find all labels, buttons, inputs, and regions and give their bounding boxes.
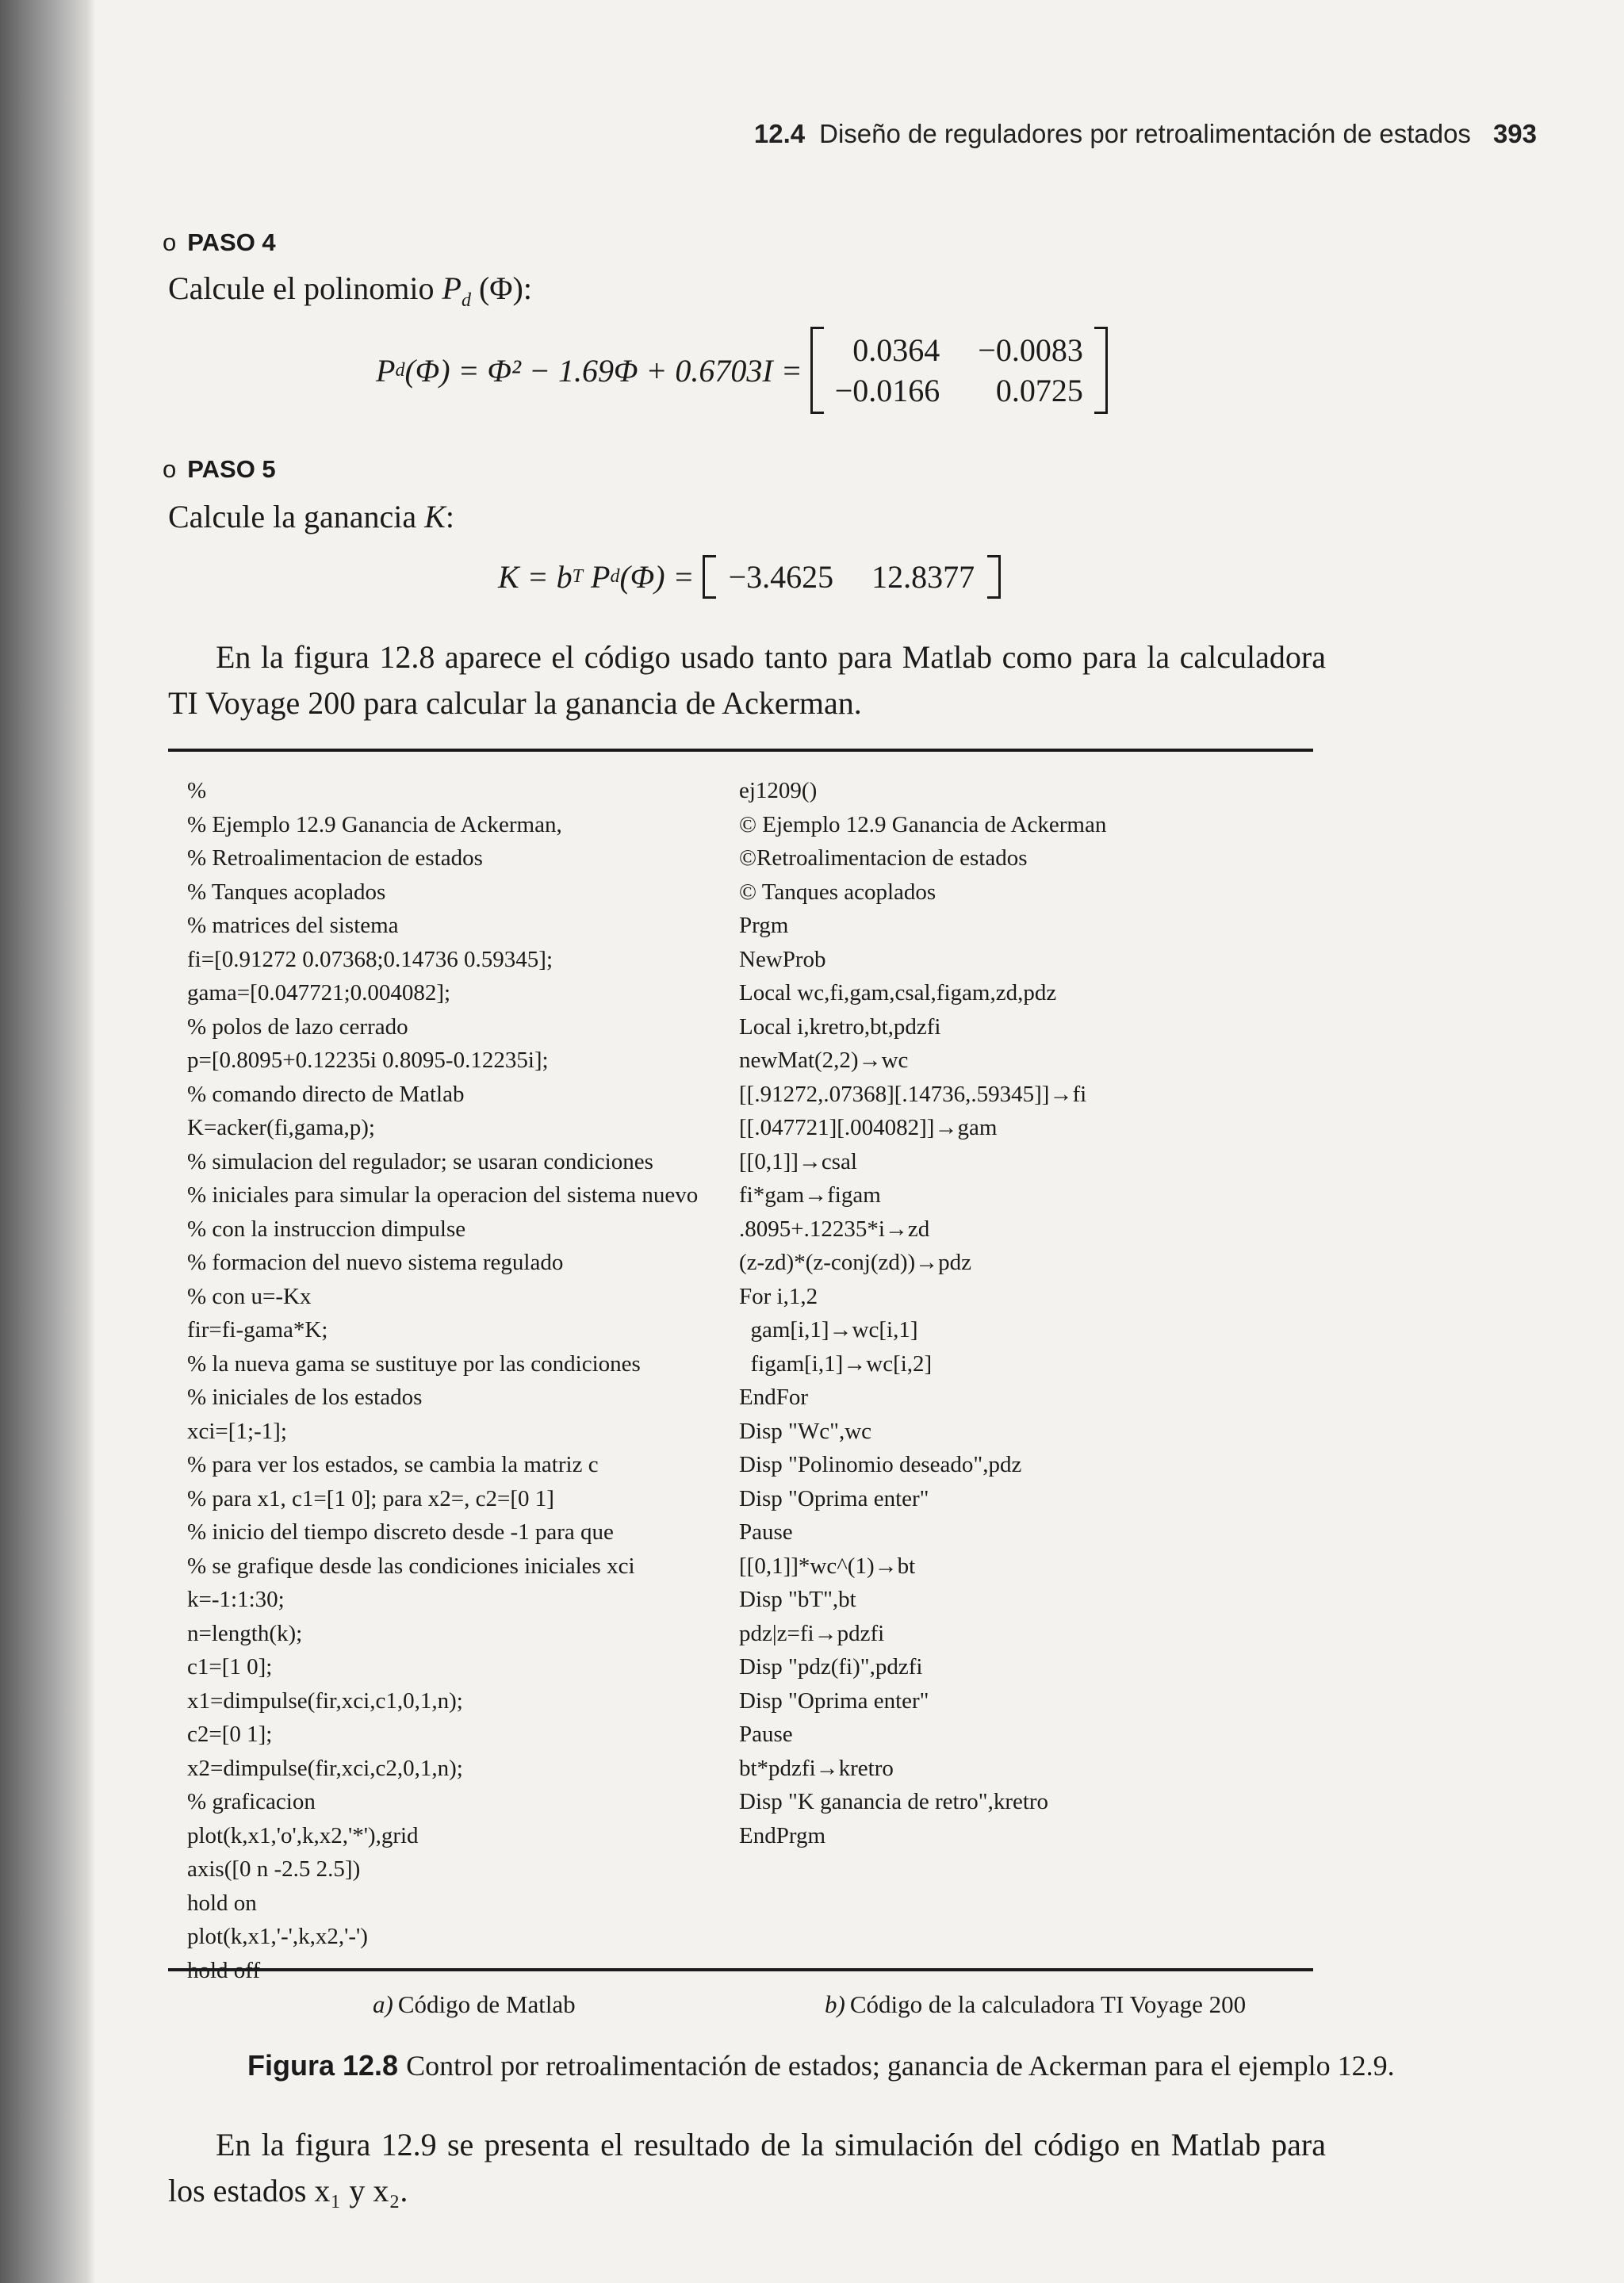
subcaption-b-letter: b) [825,1990,845,2018]
ti-code-line: Local wc,fi,gam,csal,figam,zd,pdz [739,980,1057,1006]
ti-code-line: [[.91272,.07368][.14736,.59345]]→fi [739,1081,1087,1107]
matlab-code-line: % iniciales de los estados [187,1385,423,1410]
ti-code-line: © Tanques acoplados [739,879,936,905]
matlab-code-line: fir=fi-gama*K; [187,1317,328,1343]
polynomial-symbol: P [442,270,462,306]
step-4-label: PASO 4 [187,228,276,256]
ti-code-line: [[.047721][.004082]]→gam [739,1115,998,1140]
ti-code-line: Disp "K ganancia de retro",kretro [739,1789,1049,1814]
bracket-left [810,327,824,414]
matlab-code-line: % con u=-Kx [187,1283,312,1309]
step-4-sentence: Calcule el polinomio [168,270,435,306]
matlab-code-line: % Ejemplo 12.9 Ganancia de Ackerman, [187,811,562,837]
ti-code-line: Disp "Oprima enter" [739,1485,929,1511]
matlab-code-listing [187,774,698,1987]
matrix-cell: −0.0083 [978,332,1083,368]
matlab-code-line: % [187,778,207,803]
figure-caption-text: Control por retroalimentación de estados; ganancia de Ackerman para el ejemplo 12.9. [406,2050,1395,2082]
gain-cell: 12.8377 [871,559,975,595]
matlab-code-line: % Retroalimentacion de estados [187,845,483,871]
ti-code-line: .8095+.12235*i→zd [739,1216,930,1242]
step-4-heading [163,228,276,257]
ti-code-line: gam[i,1]→wc[i,1] [739,1317,918,1343]
matlab-code-line: K=acker(fi,gama,p); [187,1115,375,1140]
step-5-label: PASO 5 [187,455,276,483]
matlab-code-line: axis([0 n -2.5 2.5]) [187,1856,361,1882]
subcaption-a [373,1990,576,2019]
figure-caption [247,2049,1395,2082]
subcaption-b-text: Código de la calculadora TI Voyage 200 [849,1990,1247,2018]
gain-vector [703,555,1002,599]
matlab-code-line: n=length(k); [187,1620,303,1646]
matrix-cell: 0.0364 [852,332,940,368]
matlab-code-line: x2=dimpulse(fir,xci,c2,0,1,n); [187,1755,463,1781]
closing-paragraph: En la figura 12.9 se presenta el resultado de la simulación del código en Matlab para los estados x₁ y x₂. [168,2127,1326,2208]
gain-cell: −3.4625 [728,559,834,595]
ti-code-line: Disp "pdz(fi)",pdzfi [739,1654,923,1680]
ti-code-line: Disp "bT",bt [739,1587,856,1612]
matlab-code-line: plot(k,x1,'-',k,x2,'-') [187,1924,368,1949]
equation-k: K = b T P d (Φ) = −3.4625 12.8377 [498,555,1001,599]
matlab-code-line: % graficacion [187,1789,316,1814]
matrix-cell: −0.0166 [834,373,940,408]
matlab-code-line: % iniciales para simular la operacion del sistema nuevo [187,1182,699,1208]
matlab-code-line: % formacion del nuevo sistema regulado [187,1250,564,1275]
intro-paragraph: En la figura 12.8 aparece el código usado tanto para Matlab como para la calculadora TI Voyage 200 para calcular la ganancia de Ackerman. [168,639,1326,721]
matlab-code-line: fi=[0.91272 0.07368;0.14736 0.59345]; [187,946,553,972]
subcaption-a-letter: a) [373,1990,393,2018]
matlab-code-line: c2=[0 1]; [187,1722,273,1747]
ti-code-line: Pause [739,1722,793,1747]
subcaption-b [825,1990,1246,2019]
ti-code-line: (z-zd)*(z-conj(zd))→pdz [739,1250,972,1275]
step-5-sentence: Calcule la ganancia [168,499,417,534]
ti-code-line: EndFor [739,1385,808,1410]
subcaption-a-text: Código de Matlab [397,1990,576,2018]
ti-code-line: Pause [739,1519,793,1545]
section-title: Diseño de reguladores por retroalimentación de estados [819,119,1471,148]
step-5-heading [163,455,276,484]
equation-pd: P d (Φ) = Φ² − 1.69Φ + 0.6703I = 0.0364 −0.0083 −0.0166 0.0725 [376,327,1108,414]
ti-code-line: newMat(2,2)→wc [739,1048,909,1073]
section-number: 12.4 [753,119,806,148]
figure-label: Figura 12.8 [247,2049,399,2082]
matlab-code-line: hold off [187,1957,261,1983]
polynomial-argument: (Φ) [478,270,523,306]
matlab-code-line: p=[0.8095+0.12235i 0.8095-0.12235i]; [187,1048,549,1073]
bracket-left [703,555,716,599]
equation-pd-rhs: (Φ) = Φ² − 1.69Φ + 0.6703I = [404,352,802,389]
bullet-icon: o [163,455,177,483]
running-header [754,119,1537,149]
matlab-code-line: xci=[1;-1]; [187,1418,287,1444]
matlab-code-line: gama=[0.047721;0.004082]; [187,980,451,1006]
ti-code-line: Local i,kretro,bt,pdzfi [739,1013,941,1040]
step-5-text: Calcule la ganancia K: [168,499,454,534]
page-number: 393 [1492,119,1537,148]
ti-code-listing [739,774,1106,1852]
matlab-code-line: % polos de lazo cerrado [187,1013,408,1040]
matlab-code-line: k=-1:1:30; [187,1587,285,1612]
ti-code-line: Prgm [739,913,789,938]
matlab-code-line: % se grafique desde las condiciones iniciales xci [187,1553,635,1579]
ti-code-line: bt*pdzfi→kretro [739,1755,894,1781]
matlab-code-line: plot(k,x1,'o',k,x2,'*'),grid [187,1822,419,1848]
bracket-right [1094,327,1108,414]
matrix-cell: 0.0725 [995,373,1083,408]
ti-code-line: [[0,1]]→csal [739,1148,857,1174]
matlab-code-line: % simulacion del regulador; se usaran condiciones [187,1148,653,1174]
matlab-code-line: % con la instruccion dimpulse [187,1216,466,1242]
equation-k-rhs: (Φ) = [619,559,695,595]
matlab-code-line: % para ver los estados, se cambia la matriz c [187,1452,599,1477]
ti-code-line: Disp "Wc",wc [739,1418,872,1444]
matlab-code-line: c1=[1 0]; [187,1654,273,1680]
code-figure [168,749,1313,1983]
matlab-code-line: x1=dimpulse(fir,xci,c1,0,1,n); [187,1687,463,1714]
step-4-text: Calcule el polinomio $P_d$ (Φ): [168,270,532,311]
matrix-pd [810,327,1108,414]
ti-code-line: ej1209() [739,778,818,803]
ti-code-line: ©Retroalimentacion de estados [739,845,1028,871]
bracket-right [987,555,1001,599]
gain-symbol: K [424,499,446,534]
matlab-code-line: % matrices del sistema [187,913,399,938]
matlab-code-line: % comando directo de Matlab [187,1081,465,1107]
matlab-code-line: % Tanques acoplados [187,879,386,905]
matlab-code-line: hold on [187,1890,257,1916]
equation-pd-lhs: P [376,352,396,389]
ti-code-line: Disp "Polinomio deseado",pdz [739,1452,1022,1477]
ti-code-line: fi*gam→figam [739,1182,881,1208]
ti-code-line: figam[i,1]→wc[i,2] [739,1350,933,1377]
ti-code-line: EndPrgm [739,1822,826,1848]
ti-code-line: [[0,1]]*wc^(1)→bt [739,1553,916,1579]
ti-code-line: NewProb [739,946,826,972]
bullet-icon: o [163,228,177,256]
matlab-code-line: % la nueva gama se sustituye por las condiciones [187,1350,641,1377]
matlab-code-line: % para x1, c1=[1 0]; para x2=, c2=[0 1] [187,1485,554,1511]
ti-code-line: For i,1,2 [739,1283,818,1309]
ti-code-line: pdz|z=fi→pdzfi [739,1620,885,1646]
ti-code-line: © Ejemplo 12.9 Ganancia de Ackerman [739,811,1107,837]
equation-k-lhs: K = b [498,559,573,595]
ti-code-line: Disp "Oprima enter" [739,1687,929,1714]
matlab-code-line: % inicio del tiempo discreto desde -1 para que [187,1519,614,1545]
